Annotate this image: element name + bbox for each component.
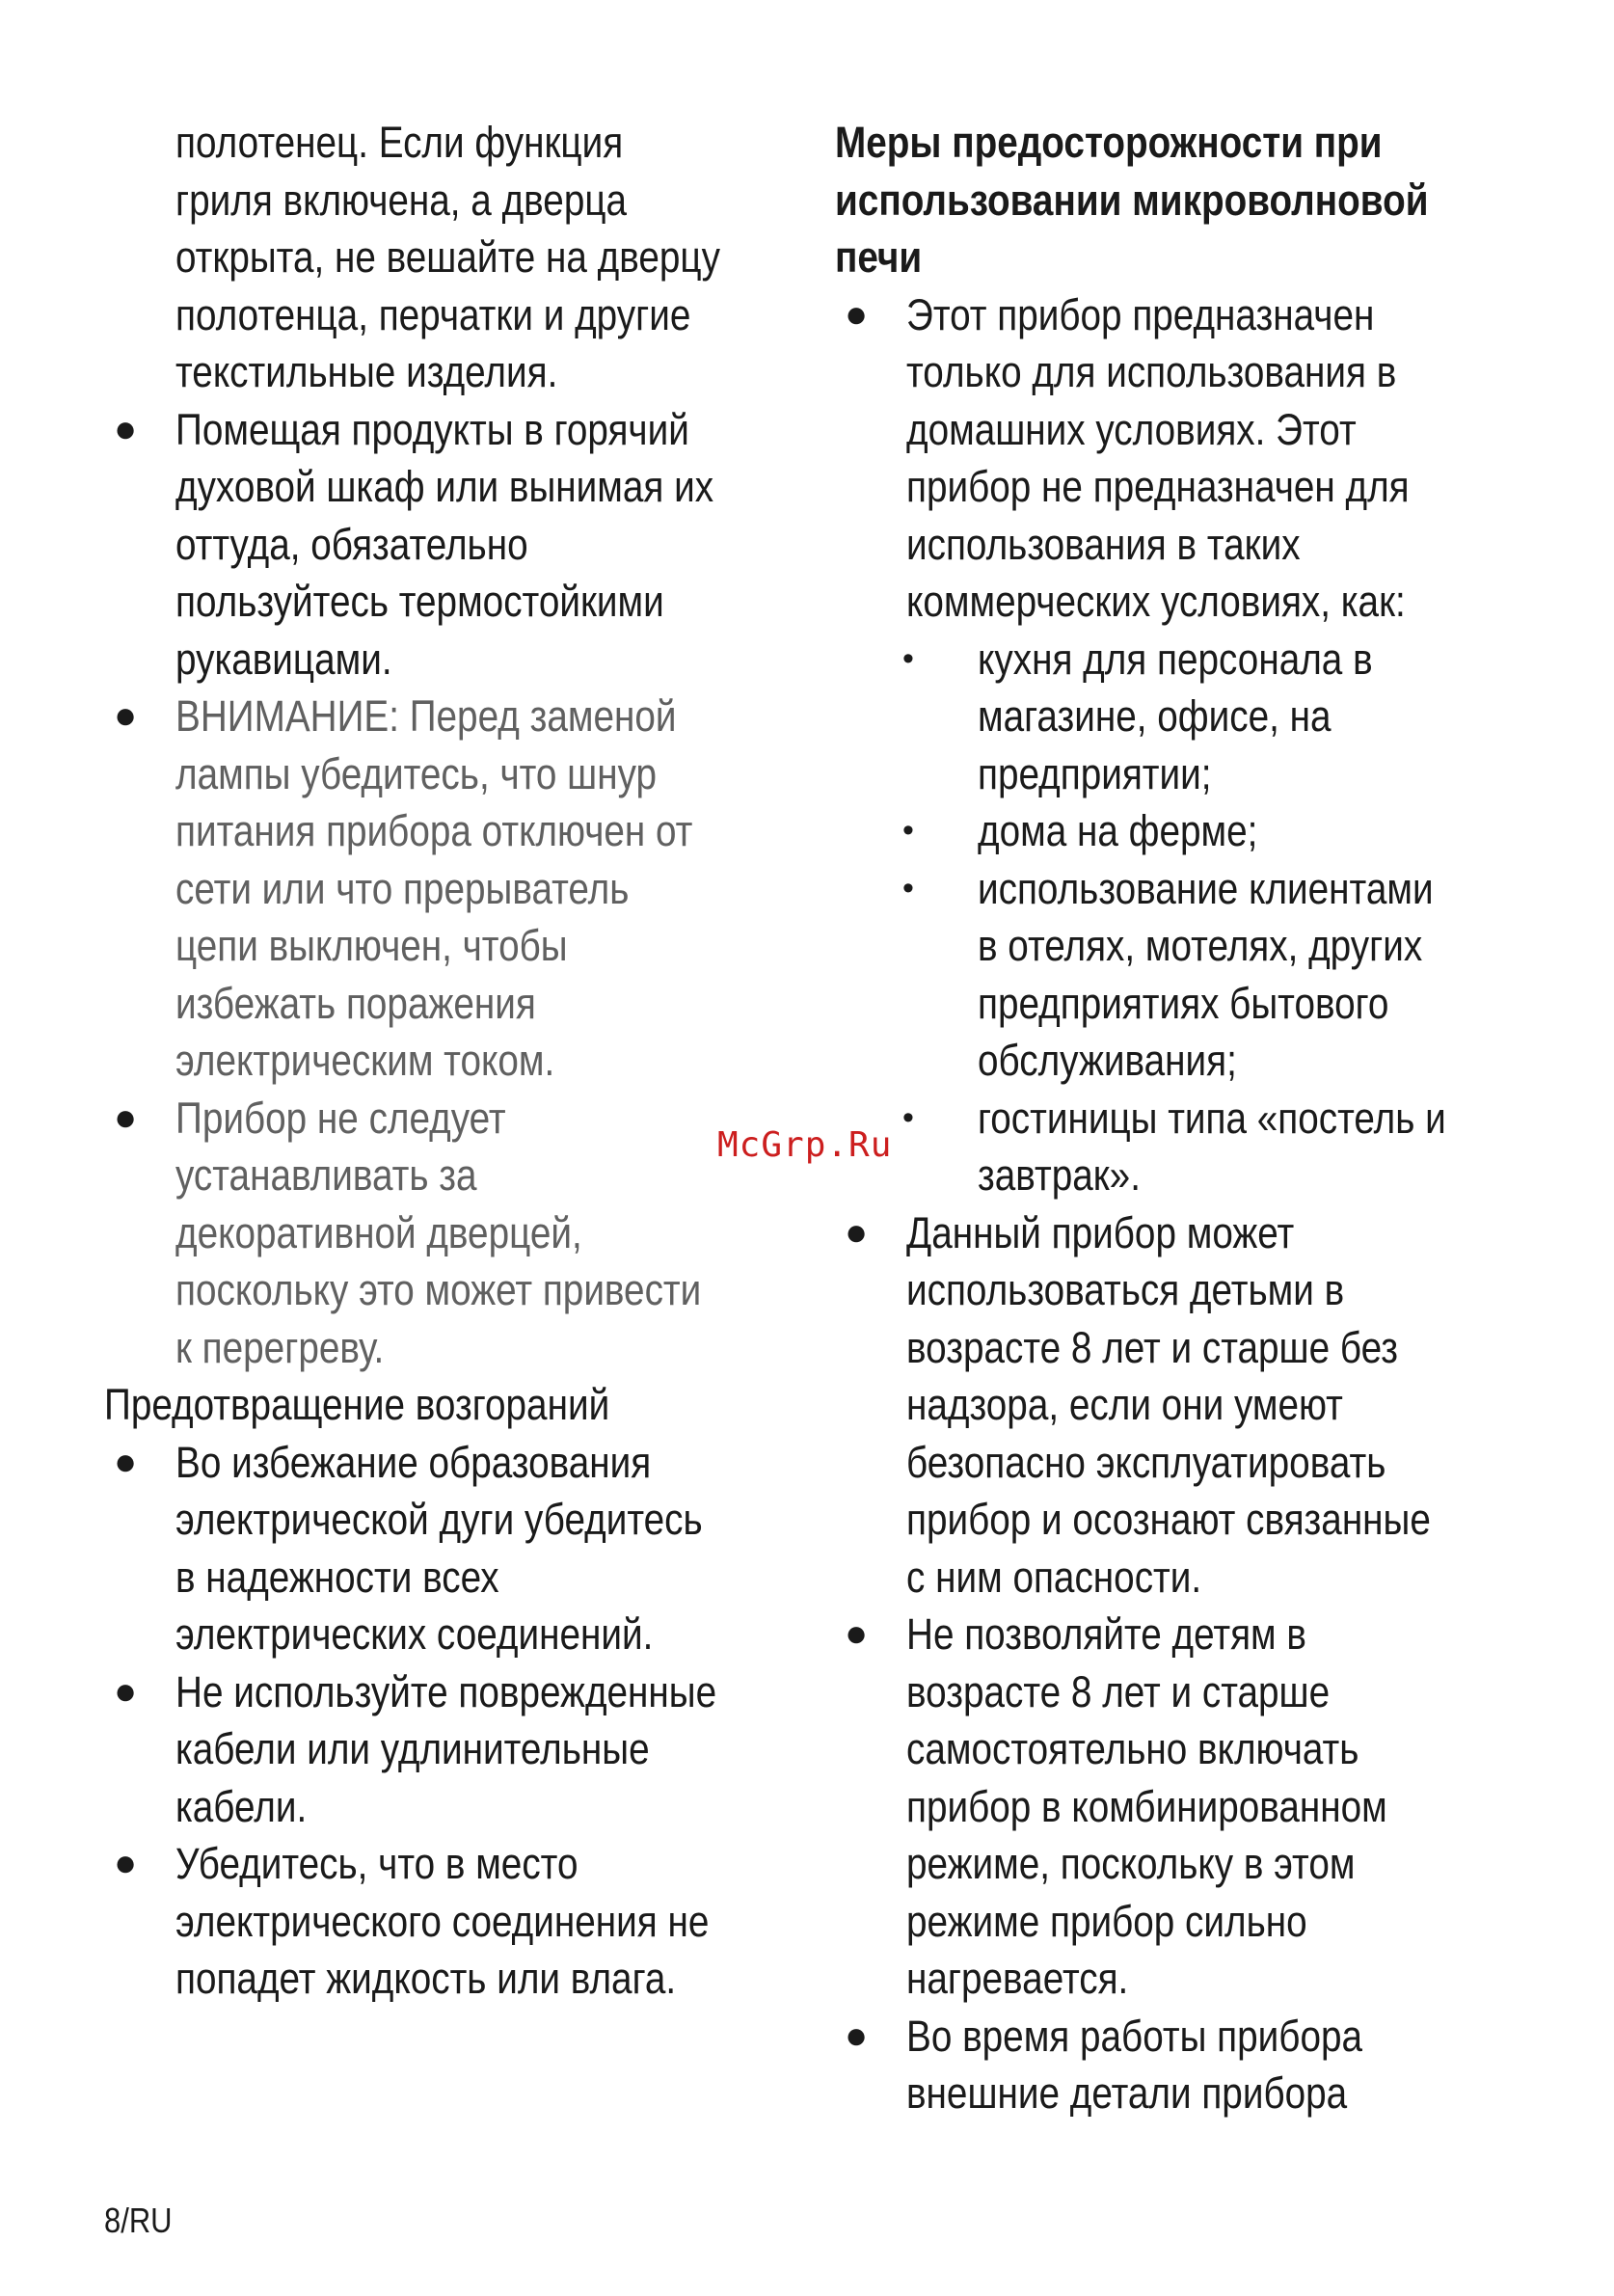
text-line: Во избежание образования (175, 1437, 652, 1487)
text-line: нагревается. (906, 1954, 1129, 2003)
bullet-icon: ● (114, 1842, 138, 1884)
sub-bullet-icon: • (902, 639, 914, 677)
text-line: прибор в комбинированном (906, 1781, 1387, 1831)
page-number: 8/RU (104, 2201, 173, 2240)
sub-list-item (835, 860, 1529, 1090)
text-line: поскольку это может привести (175, 1265, 702, 1314)
text-line: предприятии; (978, 748, 1212, 798)
text-line: кабели. (175, 1781, 308, 1831)
text-line: к перегреву. (175, 1322, 385, 1372)
text-line: возрасте 8 лет и старше (906, 1666, 1331, 1716)
bullet-icon: ● (114, 1669, 138, 1713)
text-line: режиме, поскольку в этом (906, 1839, 1356, 1888)
text-line: использование клиентами (978, 863, 1434, 913)
text-line: открыта, не вешайте на дверцу (175, 232, 720, 282)
bullet-icon: ● (845, 292, 869, 336)
text-line: безопасно эксплуатировать (906, 1437, 1386, 1487)
text-line: Этот прибор предназначен (906, 289, 1375, 339)
sub-list-item (835, 1090, 1529, 1204)
text-line: Помещая продукты в горячий (175, 404, 689, 454)
right-column (835, 114, 1529, 2122)
list-item (835, 2008, 1529, 2122)
text-line: режиме прибор сильно (906, 1896, 1307, 1946)
heading-line: печи (835, 232, 923, 282)
text-line: надзора, если они умеют (906, 1380, 1343, 1429)
text-line: обслуживания; (978, 1036, 1237, 1085)
bullet-icon: ● (845, 2013, 869, 2057)
text-line: Прибор не следует (175, 1093, 506, 1143)
list-item-warning (104, 688, 818, 1090)
text-line: лампы убедитесь, что шнур (175, 748, 658, 798)
text-line: магазине, офисе, на (978, 691, 1332, 741)
text-line: Убедитесь, что в место (175, 1839, 578, 1888)
list-item (835, 286, 1529, 631)
list-item (104, 1434, 818, 1663)
bullet-icon: ● (845, 1612, 869, 1655)
sub-list-item (835, 631, 1529, 803)
bullet-icon: ● (845, 1210, 869, 1254)
text-line: электрического соединения не (175, 1896, 710, 1946)
text-line: Данный прибор может (906, 1207, 1295, 1257)
text-line: дома на ферме; (978, 806, 1258, 855)
text-line: возрасте 8 лет и старше без (906, 1322, 1399, 1372)
text-line: цепи выключен, чтобы (175, 921, 568, 970)
bullet-icon: ● (114, 1440, 138, 1483)
text-line: Во время работы прибора (906, 2011, 1363, 2061)
text-line: использоваться детьми в (906, 1265, 1345, 1314)
text-line: полотенец. Если функция (175, 118, 624, 167)
text-line: текстильные изделия. (175, 347, 558, 396)
bullet-icon: ● (114, 694, 138, 737)
text-line: только для использования в (906, 347, 1397, 396)
text-line: попадет жидкость или влага. (175, 1954, 677, 2003)
text-line: питания прибора отключен от (175, 806, 693, 855)
text-line: сети или что прерыватель (175, 863, 630, 913)
sub-bullet-icon: • (902, 812, 914, 849)
intro-paragraph (104, 114, 818, 401)
text-line: электрических соединений. (175, 1609, 654, 1659)
text-line: ВНИМАНИЕ: Перед заменой (175, 691, 677, 741)
text-line: декоративной дверцей, (175, 1207, 582, 1257)
text-line: кабели или удлинительные (175, 1724, 650, 1773)
bullet-icon: ● (114, 1095, 138, 1139)
section-heading (835, 114, 1529, 286)
list-item (835, 1606, 1529, 2008)
text-line: полотенца, перчатки и другие (175, 289, 691, 339)
text-line: завтрак». (978, 1150, 1141, 1200)
text-line: духовой шкаф или вынимая их (175, 462, 714, 511)
sub-bullet-icon: • (902, 869, 914, 906)
watermark: McGrp.Ru (717, 1125, 893, 1165)
text-line: Не позволяйте детям в (906, 1609, 1306, 1659)
section-subheading: Предотвращение возгораний (104, 1380, 610, 1429)
text-line: гриля включена, а дверца (175, 175, 628, 225)
text-line: использования в таких (906, 519, 1301, 569)
text-line: предприятиях бытового (978, 978, 1389, 1028)
text-line: кухня для персонала в (978, 634, 1373, 684)
text-line: избежать поражения (175, 978, 536, 1028)
sub-bullet-icon: • (902, 1098, 914, 1136)
bullet-icon: ● (114, 407, 138, 450)
text-line: гостиницы типа «постель и (978, 1093, 1446, 1143)
text-line: самостоятельно включать (906, 1724, 1359, 1773)
list-item (835, 1204, 1529, 1607)
text-line: прибор и осознают связанные (906, 1495, 1431, 1544)
text-line: внешние детали прибора (906, 2068, 1348, 2118)
text-line: устанавливать за (175, 1150, 477, 1200)
text-line: прибор не предназначен для (906, 462, 1410, 511)
list-item (104, 1663, 818, 1836)
sub-list-item (835, 802, 1529, 860)
text-line: домашних условиях. Этот (906, 404, 1357, 454)
text-line: оттуда, обязательно (175, 519, 528, 569)
list-item (104, 1835, 818, 2008)
text-line: с ним опасности. (906, 1552, 1202, 1602)
list-item (104, 401, 818, 689)
text-line: коммерческих условиях, как: (906, 577, 1406, 626)
heading-line: использовании микроволновой (835, 175, 1429, 225)
text-line: Не используйте поврежденные (175, 1666, 717, 1716)
left-column (104, 114, 818, 2008)
list-item (104, 1090, 818, 1377)
text-line: в надежности всех (175, 1552, 499, 1602)
text-line: электрической дуги убедитесь (175, 1495, 703, 1544)
heading-line: Меры предосторожности при (835, 118, 1383, 167)
text-line: электрическим током. (175, 1036, 555, 1085)
text-line: пользуйтесь термостойкими (175, 577, 664, 626)
text-line: рукавицами. (175, 634, 392, 684)
text-line: в отелях, мотелях, других (978, 921, 1423, 970)
